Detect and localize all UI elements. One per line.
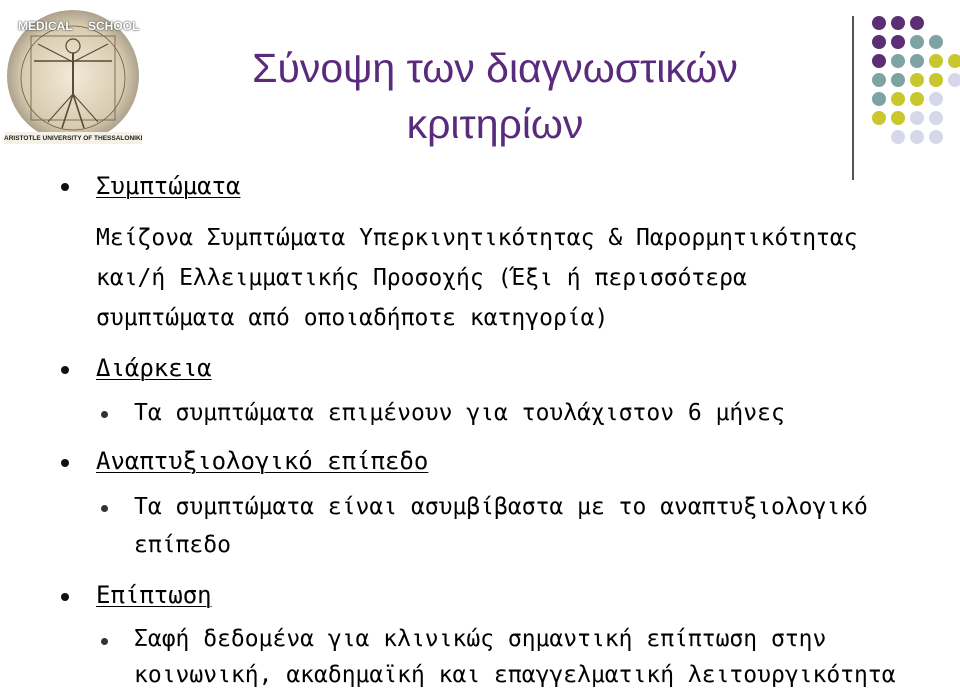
section-heading-text: Διάρκεια [96, 354, 212, 382]
sub-item-text: Τα συμπτώματα επιμένουν για τουλάχιστον 6 μήνες [134, 400, 785, 426]
section-text-line: Μείζονα Συμπτώματα Υπερκινητικότητας & Παρορμητικότητας [96, 225, 858, 251]
sub-item-text: κοινωνική, ακαδημαϊκή και επαγγελματική λειτουργικότητα [134, 662, 896, 688]
sub-bullet-icon [101, 411, 108, 418]
logo-text-school: SCHOOL [88, 19, 140, 33]
section-heading-text: Συμπτώματα [96, 172, 241, 200]
sub-item-text: επίπεδο [134, 532, 231, 558]
slide-title-line2: κριτηρίων [406, 101, 584, 147]
section-heading [96, 172, 241, 200]
logo-text-university: ARISTOTLE UNIVERSITY OF THESSALONIKI [4, 135, 143, 142]
sub-bullet-icon [101, 505, 108, 512]
sub-item-text: Τα συμπτώματα είναι ασυμβίβαστα με το αναπτυξιολογικό [134, 494, 868, 520]
slide-title-line1: Σύνοψη των διαγνωστικών [252, 45, 738, 91]
sub-bullet-icon [101, 638, 108, 645]
bullet-icon [61, 459, 69, 467]
section-text-line: συμπτώματα από οποιαδήποτε κατηγορία) [96, 305, 609, 331]
section-heading-text: Αναπτυξιολογικό επίπεδο [96, 447, 429, 475]
sub-item-text: Σαφή δεδομένα για κλινικώς σημαντική επίπτωση στην [134, 626, 827, 652]
section-heading [96, 447, 428, 475]
bullet-icon [61, 593, 69, 601]
section-text-line: και/ή Ελλειμματικής Προσοχής (Έξι ή περισσότερα [96, 265, 747, 291]
bullet-icon [61, 183, 69, 191]
bullet-icon [61, 366, 69, 374]
section-heading [96, 354, 212, 382]
section-heading-text: Επίπτωση [96, 581, 212, 609]
logo-text-medical: MEDICAL [18, 19, 73, 33]
section-heading [96, 581, 212, 609]
